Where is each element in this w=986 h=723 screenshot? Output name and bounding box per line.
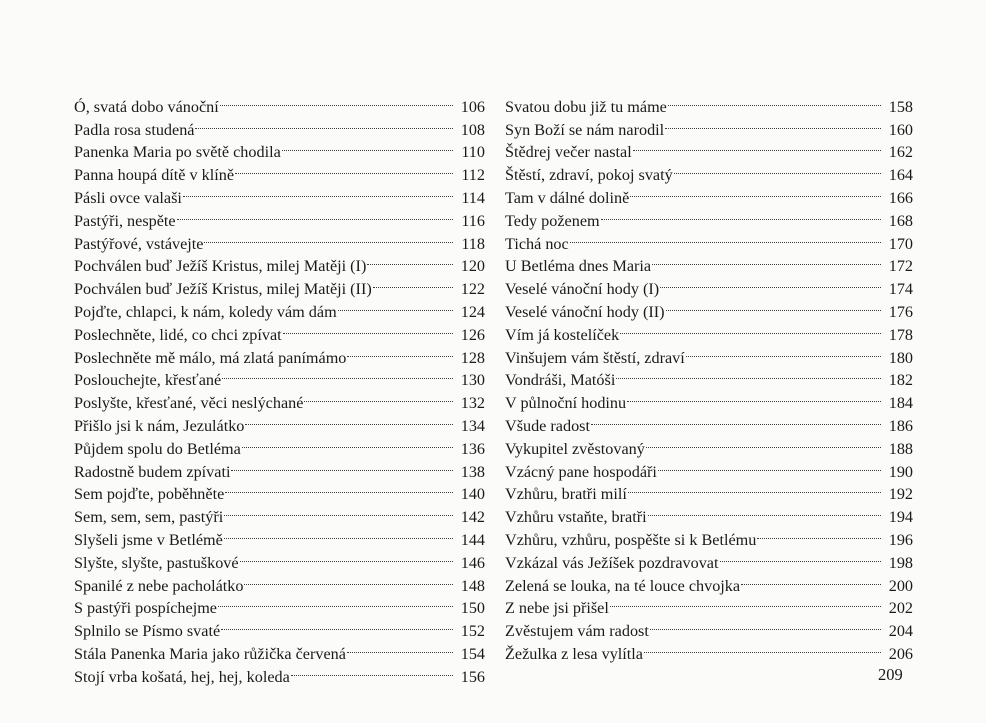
toc-entry-page: 194 (888, 508, 913, 527)
toc-entry-page: 164 (888, 166, 913, 185)
toc-entry-title: Tam v dálné dolině (505, 188, 630, 207)
toc-entry-title: Sem, sem, sem, pastýři (74, 508, 224, 527)
toc-entry-page: 118 (461, 234, 485, 253)
dot-leader (616, 363, 881, 386)
dot-leader (282, 135, 453, 158)
dot-leader (646, 431, 881, 454)
toc-entry-page: 116 (461, 211, 485, 230)
toc-entry-page: 130 (460, 371, 485, 390)
toc-entry-title: Žežulka z lesa vylítla (505, 644, 643, 663)
dot-leader (650, 613, 881, 636)
toc-entry-page: 148 (460, 576, 485, 595)
toc-entry-page: 158 (888, 97, 913, 116)
toc-entry-page: 202 (888, 599, 913, 618)
toc-entry-title: Pastýřové, vstávejte (74, 234, 204, 253)
dot-leader (373, 271, 453, 294)
toc-entry-title: Poslyšte, křesťané, věci neslýchané (74, 394, 304, 413)
dot-leader (601, 203, 881, 226)
toc-entry-page: 152 (460, 622, 485, 641)
dot-leader (367, 249, 453, 272)
toc-entry-title: Tichá noc (505, 234, 569, 253)
dot-leader (665, 112, 881, 135)
toc-entry-page: 190 (888, 462, 913, 481)
dot-leader (222, 363, 453, 386)
dot-leader (633, 135, 881, 158)
toc-entry-page: 134 (460, 416, 485, 435)
toc-column-right (505, 89, 913, 663)
dot-leader (668, 89, 881, 112)
toc-entry-title: Pastýři, nespěte (74, 211, 176, 230)
toc-entry-page: 150 (460, 599, 485, 618)
toc-entry-title: Tedy poženem (505, 211, 600, 230)
toc-entry-title: Vím já kostelíček (505, 325, 620, 344)
toc-entry-page: 162 (888, 143, 913, 162)
toc-entry-title: Sem pojďte, poběhněte (74, 485, 225, 504)
toc-entry-page: 176 (888, 302, 913, 321)
toc-entry-title: Slyšeli jsme v Betlémě (74, 530, 223, 549)
toc-entry-title: Vzhůru, bratři milí (505, 485, 627, 504)
dot-leader (630, 180, 881, 203)
toc-entry-title: Slyšte, slyšte, pastuškové (74, 553, 239, 572)
toc-entry-title: Přišlo jsi k nám, Jezulátko (74, 416, 245, 435)
dot-leader (283, 317, 453, 340)
dot-leader (591, 408, 881, 431)
dot-leader (338, 294, 453, 317)
toc-entry-title: Vzkázal vás Ježíšek pozdravovat (505, 553, 719, 572)
toc-entry-title: Vzácný pane hospodáři (505, 462, 657, 481)
toc-entry-page: 110 (461, 143, 485, 162)
dot-leader (741, 568, 881, 591)
toc-entry-title: Veselé vánoční hody (II) (505, 302, 665, 321)
toc-entry-page: 112 (461, 166, 485, 185)
toc-entry-page: 142 (460, 508, 485, 527)
toc-entry-title: Ó, svatá dobo vánoční (74, 97, 219, 116)
dot-leader (235, 157, 453, 180)
toc-entry-title: V půlnoční hodinu (505, 394, 627, 413)
toc-entry-page: 206 (888, 644, 913, 663)
toc-entry-title: Poslechněte mě málo, má zlatá panímámo (74, 348, 347, 367)
dot-leader (242, 431, 453, 454)
dot-leader (660, 271, 881, 294)
dot-leader (245, 408, 453, 431)
toc-entry-page: 180 (888, 348, 913, 367)
toc-entry-page: 170 (888, 234, 913, 253)
toc-entry-page: 126 (460, 325, 485, 344)
toc-entry-page: 182 (888, 371, 913, 390)
dot-leader (648, 499, 881, 522)
dot-leader (757, 522, 881, 545)
toc-entry-page: 172 (888, 257, 913, 276)
toc-entry-page: 196 (888, 530, 913, 549)
dot-leader (720, 545, 882, 568)
toc-entry-title: Z nebe jsi přišel (505, 599, 609, 618)
toc-entry-title: Pojďte, chlapci, k nám, koledy vám dám (74, 302, 337, 321)
dot-leader (627, 385, 881, 408)
toc-entry (505, 89, 913, 116)
toc-entry-title: U Betléma dnes Maria (505, 257, 652, 276)
toc-entry-page: 168 (888, 211, 913, 230)
dot-leader (224, 499, 453, 522)
toc-entry-page: 156 (460, 667, 485, 686)
toc-entry-page: 154 (460, 644, 485, 663)
toc-entry-title: Panna houpá dítě v klíně (74, 166, 235, 185)
dot-leader (628, 477, 881, 500)
toc-entry-title: Pochválen buď Ježíš Kristus, milej Matěji (I) (74, 257, 367, 276)
toc-entry-page: 122 (460, 280, 485, 299)
dot-leader (177, 203, 453, 226)
dot-leader (231, 454, 453, 477)
dot-leader (224, 522, 453, 545)
toc-entry-title: Splnilo se Písmo svaté (74, 622, 221, 641)
toc-entry-page: 166 (888, 188, 913, 207)
toc-entry-page: 188 (888, 439, 913, 458)
page-number: 209 (878, 665, 903, 684)
toc-entry-title: Štědrej večer nastal (505, 143, 632, 162)
dot-leader (221, 613, 453, 636)
toc-entry-title: Pásli ovce valaši (74, 188, 182, 207)
dot-leader (666, 294, 881, 317)
dot-leader (220, 89, 453, 112)
toc-entry-page: 146 (460, 553, 485, 572)
toc-entry-title: Padla rosa studená (74, 120, 195, 139)
toc-entry-page: 120 (460, 257, 485, 276)
toc-entry-page: 138 (460, 462, 485, 481)
dot-leader (674, 157, 881, 180)
dot-leader (204, 226, 453, 249)
dot-leader (610, 591, 881, 614)
toc-entry-title: Veselé vánoční hody (I) (505, 280, 660, 299)
toc-entry-page: 200 (888, 576, 913, 595)
dot-leader (347, 340, 453, 363)
dot-leader (570, 226, 881, 249)
toc-entry-page: 204 (888, 622, 913, 641)
toc-entry-title: Všude radost (505, 416, 590, 435)
toc-entry-title: Vzhůru vstaňte, bratři (505, 508, 647, 527)
toc-entry-title: Půjdem spolu do Betléma (74, 439, 241, 458)
dot-leader (304, 385, 453, 408)
toc-entry-title: Zvěstujem vám radost (505, 622, 649, 641)
toc-entry-page: 160 (888, 120, 913, 139)
toc-entry-title: Panenka Maria po světě chodila (74, 143, 281, 162)
dot-leader (195, 112, 453, 135)
toc-column-left (74, 89, 485, 686)
toc-entry-page: 144 (460, 530, 485, 549)
toc-entry-title: Radostně budem zpívati (74, 462, 231, 481)
toc-entry-title: Pochválen buď Ježíš Kristus, milej Matěji (II) (74, 280, 372, 299)
toc-entry-title: Vondráši, Matóši (505, 371, 616, 390)
dot-leader (183, 180, 453, 203)
toc-entry-page: 108 (460, 120, 485, 139)
toc-entry-page: 192 (888, 485, 913, 504)
toc-entry-page: 106 (460, 97, 485, 116)
toc-entry-page: 132 (460, 394, 485, 413)
toc-entry-title: Poslechněte, lidé, co chci zpívat (74, 325, 282, 344)
dot-leader (620, 317, 881, 340)
toc-entry-page: 136 (460, 439, 485, 458)
toc-entry-title: Svatou dobu již tu máme (505, 97, 667, 116)
toc-entry-page: 124 (460, 302, 485, 321)
toc-entry-title: Zelená se louka, na té louce chvojka (505, 576, 741, 595)
toc-entry (74, 89, 485, 116)
toc-entry-page: 128 (460, 348, 485, 367)
toc-entry-title: Spanilé z nebe pacholátko (74, 576, 244, 595)
toc-entry-page: 114 (461, 188, 485, 207)
toc-entry-title: Vinšujem vám štěstí, zdraví (505, 348, 685, 367)
toc-entry-page: 174 (888, 280, 913, 299)
dot-leader (658, 454, 881, 477)
toc-entry-title: S pastýři pospíchejme (74, 599, 217, 618)
toc-entry-title: Stojí vrba košatá, hej, hej, koleda (74, 667, 290, 686)
toc-entry-title: Štěstí, zdraví, pokoj svatý (505, 166, 673, 185)
dot-leader (652, 249, 881, 272)
dot-leader (244, 568, 453, 591)
toc-entry-page: 140 (460, 485, 485, 504)
dot-leader (225, 477, 453, 500)
dot-leader (347, 636, 453, 659)
dot-leader (644, 636, 881, 659)
dot-leader (291, 659, 453, 682)
dot-leader (218, 591, 453, 614)
toc-entry-page: 184 (888, 394, 913, 413)
toc-entry-page: 178 (888, 325, 913, 344)
toc-entry-page: 198 (888, 553, 913, 572)
toc-entry-title: Stála Panenka Maria jako růžička červená (74, 644, 346, 663)
toc-entry-page: 186 (888, 416, 913, 435)
toc-entry-title: Vykupitel zvěstovaný (505, 439, 645, 458)
dot-leader (240, 545, 453, 568)
toc-entry-title: Poslouchejte, křesťané (74, 371, 222, 390)
toc-entry-title: Vzhůru, vzhůru, pospěšte si k Betlému (505, 530, 757, 549)
dot-leader (686, 340, 881, 363)
toc-entry-title: Syn Boží se nám narodil (505, 120, 665, 139)
